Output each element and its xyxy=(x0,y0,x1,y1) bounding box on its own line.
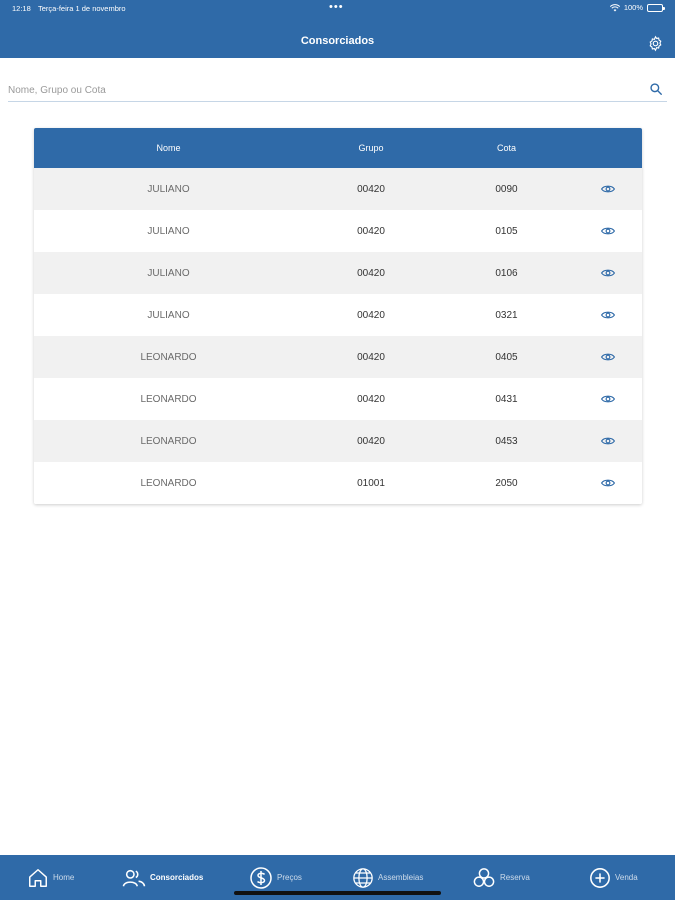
cell-nome: JULIANO xyxy=(147,225,190,237)
search-icon xyxy=(649,82,663,96)
view-button[interactable] xyxy=(600,181,616,197)
home-icon xyxy=(27,867,49,889)
multitask-dots-icon[interactable]: ••• xyxy=(329,1,344,13)
cell-grupo: 00420 xyxy=(357,225,385,237)
table-body xyxy=(34,168,642,504)
tab-home[interactable] xyxy=(27,855,74,900)
search-input[interactable] xyxy=(8,81,628,101)
view-button[interactable] xyxy=(600,223,616,239)
eye-icon xyxy=(601,394,615,404)
view-button[interactable] xyxy=(600,475,616,491)
cell-cota: 0321 xyxy=(495,309,518,321)
eye-icon xyxy=(601,226,615,236)
cell-cota: 0105 xyxy=(495,225,518,237)
table-row[interactable] xyxy=(34,420,642,462)
cell-cota: 2050 xyxy=(495,477,518,489)
view-button[interactable] xyxy=(600,391,616,407)
table-row[interactable] xyxy=(34,252,642,294)
cell-cota: 0453 xyxy=(495,435,518,447)
status-bar xyxy=(0,0,675,18)
cell-nome: JULIANO xyxy=(147,309,190,321)
table-row[interactable] xyxy=(34,294,642,336)
cell-grupo: 00420 xyxy=(357,309,385,321)
battery-percent: 100% xyxy=(623,3,643,12)
tab-label: Preços xyxy=(277,873,302,882)
circles-icon xyxy=(472,867,496,889)
settings-button[interactable] xyxy=(645,33,665,53)
eye-icon xyxy=(601,310,615,320)
eye-icon xyxy=(601,184,615,194)
dollar-icon xyxy=(249,866,273,890)
cell-grupo: 00420 xyxy=(357,267,385,279)
cell-cota: 0431 xyxy=(495,393,518,405)
tab-label: Venda xyxy=(615,873,638,882)
cell-cota: 0106 xyxy=(495,267,518,279)
table-row[interactable] xyxy=(34,462,642,504)
globe-icon xyxy=(352,867,374,889)
table-row[interactable] xyxy=(34,378,642,420)
view-button[interactable] xyxy=(600,433,616,449)
cell-nome: LEONARDO xyxy=(140,477,197,489)
view-button[interactable] xyxy=(600,307,616,323)
cell-grupo: 00420 xyxy=(357,435,385,447)
users-icon xyxy=(122,867,146,889)
consorciados-table xyxy=(34,128,642,504)
cell-grupo: 01001 xyxy=(357,477,385,489)
search-bar xyxy=(8,80,667,102)
tab-label: Assembleias xyxy=(378,873,424,882)
cell-grupo: 00420 xyxy=(357,351,385,363)
cell-cota: 0090 xyxy=(495,183,518,195)
cell-nome: JULIANO xyxy=(147,183,190,195)
column-header-cota: Cota xyxy=(496,143,516,153)
eye-icon xyxy=(601,436,615,446)
cell-grupo: 00420 xyxy=(357,183,385,195)
eye-icon xyxy=(601,268,615,278)
tab-venda[interactable] xyxy=(589,855,638,900)
view-button[interactable] xyxy=(600,349,616,365)
cell-nome: LEONARDO xyxy=(140,435,197,447)
table-row[interactable] xyxy=(34,336,642,378)
view-button[interactable] xyxy=(600,265,616,281)
home-indicator[interactable] xyxy=(234,891,441,895)
table-row[interactable] xyxy=(34,168,642,210)
eye-icon xyxy=(601,478,615,488)
tab-label: Consorciados xyxy=(150,873,204,882)
cell-grupo: 00420 xyxy=(357,393,385,405)
cell-nome: JULIANO xyxy=(147,267,190,279)
column-header-grupo: Grupo xyxy=(358,143,384,153)
table-row[interactable] xyxy=(34,210,642,252)
battery-icon xyxy=(647,4,663,12)
tab-label: Reserva xyxy=(500,873,530,882)
wifi-icon xyxy=(610,4,620,12)
tab-consorciados[interactable] xyxy=(122,855,203,900)
eye-icon xyxy=(601,352,615,362)
status-time: 12:18 xyxy=(12,4,31,13)
top-bar xyxy=(0,0,675,58)
column-header-nome: Nome xyxy=(156,143,181,153)
cell-nome: LEONARDO xyxy=(140,393,197,405)
gear-icon xyxy=(647,35,664,52)
cell-cota: 0405 xyxy=(495,351,518,363)
tab-label: Home xyxy=(53,873,75,882)
tab-reserva[interactable] xyxy=(472,855,530,900)
plus-circle-icon xyxy=(589,867,611,889)
page-title: Consorciados xyxy=(300,35,375,47)
table-header xyxy=(34,128,642,168)
status-date: Terça-feira 1 de novembro xyxy=(38,4,126,13)
cell-nome: LEONARDO xyxy=(140,351,197,363)
search-button[interactable] xyxy=(649,82,665,98)
status-right xyxy=(610,3,663,12)
